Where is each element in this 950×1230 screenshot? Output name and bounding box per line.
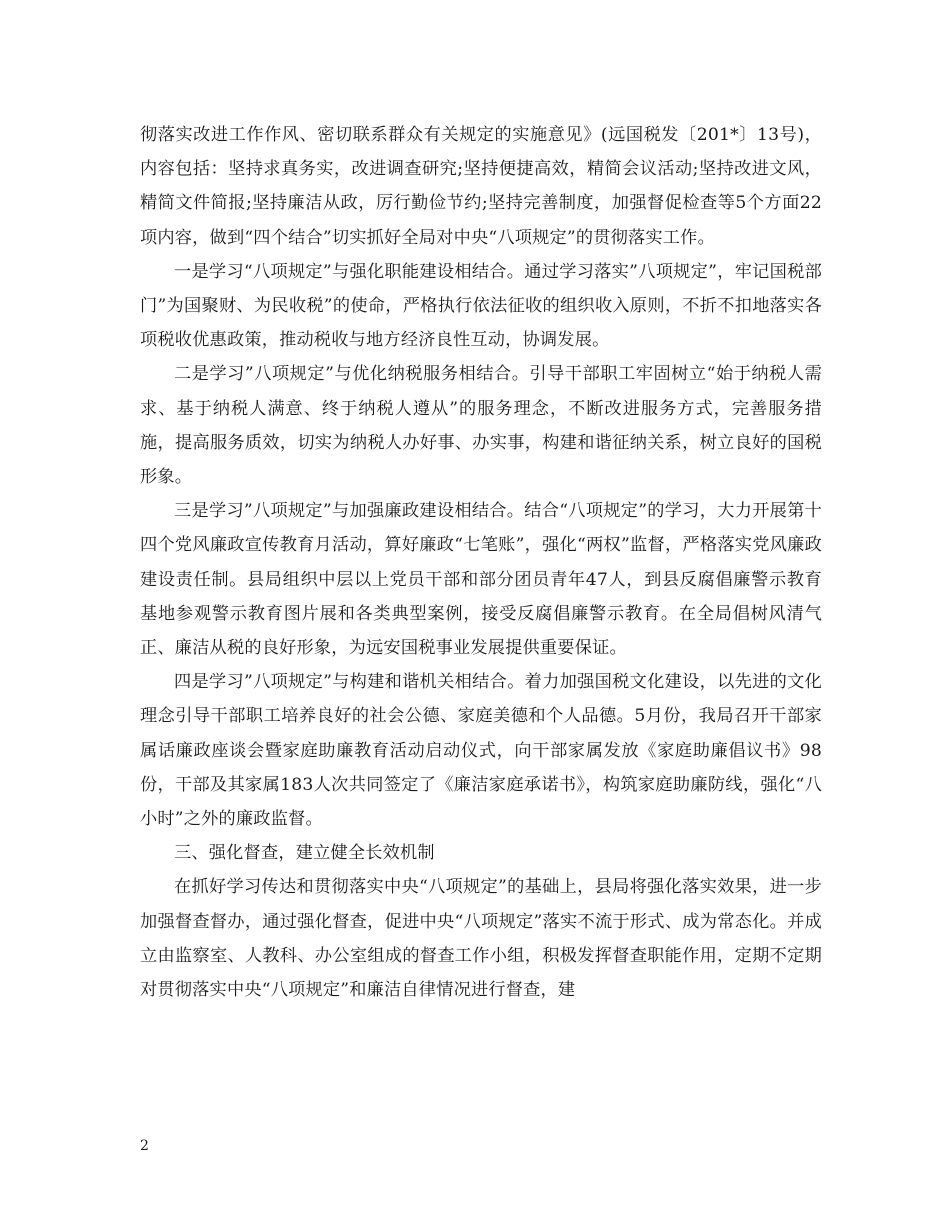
- paragraph-item-three: 三是学习”八项规定”与加强廉政建设相结合。结合“八项规定”的学习，大力开展第十四个党风廉政宣传教育月活动，算好廉政“七笔账”，强化“两权”监督，严格落实党风廉政建设责任制。县局组织中层以上党员干部和部分团员青年47人，到县反腐倡廉警示教育基地参观警示教育图片展和各类典型案例，接受反腐倡廉警示教育。在全局倡树风清气正、廉洁从税的良好形象，为远安国税事业发展提供重要保证。: [140, 501, 822, 659]
- paragraph-continuation: 彻落实改进工作作风、密切联系群众有关规定的实施意见》(远国税发〔201*〕13号)，内容包括：坚持求真务实，改进调查研究;坚持便捷高效，精简会议活动;坚持改进文风，精简文件简报;坚持廉洁从政，厉行勤俭节约;坚持完善制度，加强督促检查等5个方面22项内容，做到“四个结合”切实抓好全局对中央“八项规定”的贯彻落实工作。: [140, 125, 822, 248]
- paragraph-supervision: 在抓好学习传达和贯彻落实中央“八项规定”的基础上，县局将强化落实效果，进一步加强督查督办，通过强化督查，促进中央“八项规定”落实不流于形式、成为常态化。并成立由监察室、人教科、办公室组成的督查工作小组，积极发挥督查职能作用，定期不定期对贯彻落实中央“八项规定”和廉洁自律情况进行督查，建: [140, 877, 822, 1001]
- page-number: 2: [140, 1138, 149, 1154]
- section-heading: 三、强化督查，建立健全长效机制: [174, 843, 435, 864]
- paragraph-item-one: 一是学习“八项规定”与强化职能建设相结合。通过学习落实”八项规定”，牢记国税部门”为国聚财、为民收税”的使命，严格执行依法征收的组织收入原则，不折不扣地落实各项税收优惠政策，推动税收与地方经济良性互动，协调发展。: [140, 261, 822, 351]
- document-body: [140, 118, 822, 1007]
- paragraph-item-two: 二是学习”八项规定”与优化纳税服务相结合。引导干部职工牢固树立“始于纳税人需求、基于纳税人满意、终于纳税人遵从”的服务理念，不断改进服务方式，完善服务措施，提高服务质效，切实为纳税人办好事、办实事，构建和谐征纳关系，树立良好的国税形象。: [140, 364, 822, 488]
- paragraph-item-four: 四是学习”八项规定”与构建和谐机关相结合。着力加强国税文化建设，以先进的文化理念引导干部职工培养良好的社会公德、家庭美德和个人品德。5月份，我局召开干部家属话廉政座谈会暨家庭助廉教育活动启动仪式，向干部家属发放《家庭助廉倡议书》98份，干部及其家属183人次共同签定了《廉洁家庭承诺书》，构筑家庭助廉防线，强化“八小时”之外的廉政监督。: [140, 672, 822, 830]
